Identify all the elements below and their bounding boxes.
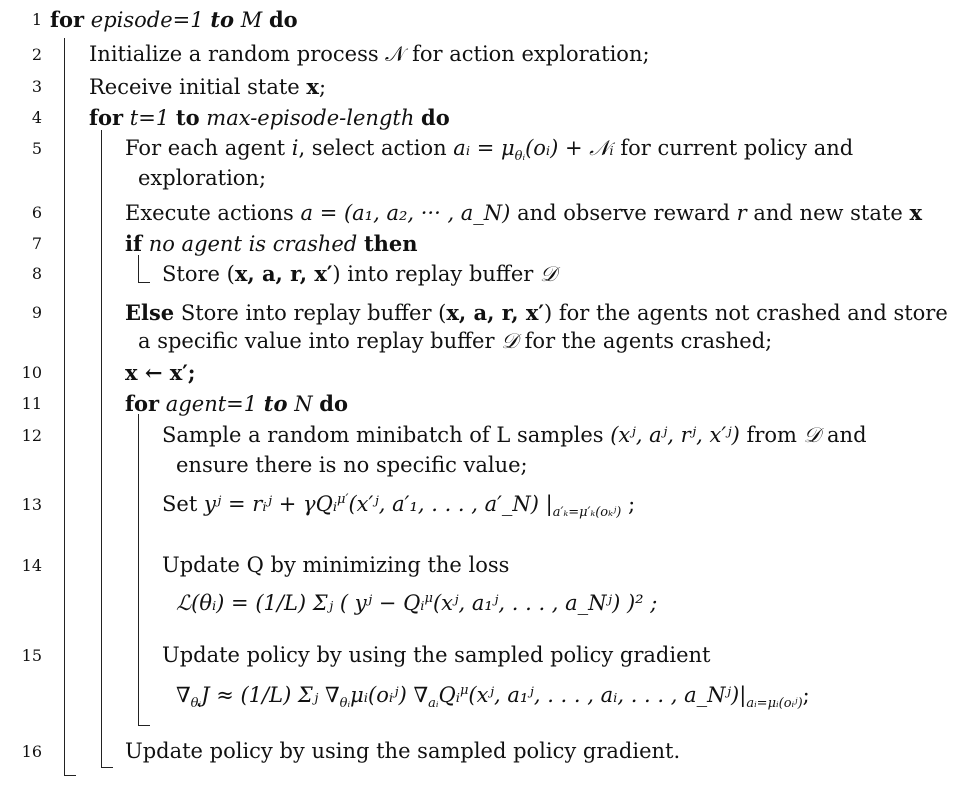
line-number: 8 [31, 264, 42, 283]
line-14: Update Q by minimizing the loss [162, 553, 510, 577]
line-12: Sample a random minibatch of L samples (xʲ, aʲ, rʲ, x′ʲ) from 𝒟 and [162, 423, 867, 447]
keyword-do: do [319, 391, 348, 416]
indent-guide [101, 767, 113, 768]
line-number: 1 [31, 10, 42, 29]
line-12-cont: ensure there is no specific value; [176, 453, 528, 477]
loss-equation: ℒ(θᵢ) = (1/L) Σⱼ ( yʲ − Qᵢ$^\mu$(xʲ, a₁ʲ, . . . , a_Nʲ) )² ; [176, 591, 658, 615]
line-3: Receive initial state x; [89, 74, 327, 99]
line-number: 15 [21, 646, 42, 665]
line-number: 10 [21, 363, 42, 382]
line-5-cont: exploration; [138, 166, 267, 190]
line-13: Set yʲ = rᵢʲ + γQᵢ$^{\mu'}$(x′ʲ, a′₁, . . . , a′_N) $|_{a'_k=\mu'_k(o_kʲ)}$ ; [162, 492, 636, 521]
loop-var: agent=1 [165, 392, 258, 416]
keyword-if: if [125, 231, 143, 256]
loop-var: t=1 [129, 106, 170, 130]
line-4 [89, 107, 450, 129]
line-number: 6 [31, 203, 42, 222]
line-number: 5 [31, 139, 42, 158]
indent-guide [138, 725, 150, 726]
line-5: For each agent i, select action aᵢ = $\mu_{\theta ᵢ}(oᵢ)$ + 𝒩ᵢ for current policy and [125, 136, 854, 165]
line-16: Update policy by using the sampled policy gradient. [125, 739, 681, 763]
keyword-then: then [363, 231, 418, 256]
line-10: x ← x′; [125, 360, 196, 385]
gradient-equation: $\nabla_{\theta ᵢ}J \approx (1/L)$ Σⱼ $\nabla_{\theta ᵢ}\mu ᵢ(oᵢʲ)$ $\nabla_{aᵢ}Qᵢ^\mu(xʲ$, a₁ʲ, . . . , aᵢ, . . . , $a\_Nʲ)|_{aᵢ=\mu ᵢ(oᵢʲ)}$; [176, 683, 810, 712]
keyword-for: for [50, 7, 85, 32]
indent-guide [101, 130, 102, 768]
line-number: 16 [21, 742, 42, 761]
line-number: 11 [21, 394, 42, 413]
line-number: 3 [31, 77, 42, 96]
line-1 [50, 9, 298, 31]
line-15: Update policy by using the sampled policy gradient [162, 643, 711, 667]
indent-guide [138, 282, 150, 283]
line-2: Initialize a random process 𝒩 for action exploration; [89, 42, 650, 66]
line-number: 13 [21, 495, 42, 514]
keyword-do: do [268, 7, 298, 32]
keyword-do: do [421, 105, 450, 130]
keyword-to: to [263, 391, 288, 416]
line-number: 12 [21, 426, 42, 445]
keyword-for: for [89, 105, 124, 130]
loop-end: N [294, 392, 313, 416]
line-9-cont: a specific value into replay buffer 𝒟 for the agents crashed; [138, 329, 773, 353]
loop-var: episode=1 [90, 8, 204, 32]
line-number: 14 [21, 556, 42, 575]
indent-guide [64, 38, 65, 776]
line-11 [125, 393, 348, 415]
keyword-for: for [125, 391, 160, 416]
keyword-to: to [210, 7, 235, 32]
line-number: 7 [31, 234, 42, 253]
loop-end: max-episode-length [206, 106, 415, 130]
condition: no agent is crashed [148, 232, 358, 256]
line-8: Store (x, a, r, x′) into replay buffer 𝒟 [162, 261, 557, 286]
line-6: Execute actions a = (a₁, a₂, ··· , a_N) and observe reward r and new state x [125, 200, 922, 225]
keyword-else: Else [125, 300, 175, 325]
line-number: 9 [31, 303, 42, 322]
keyword-to: to [175, 105, 200, 130]
line-9: Else Store into replay buffer (x, a, r, x′) for the agents not crashed and store [125, 300, 948, 325]
loop-end: M [240, 8, 263, 32]
line-7 [125, 233, 418, 255]
indent-guide [138, 414, 139, 726]
line-number: 2 [31, 45, 42, 64]
state-x: x [306, 74, 319, 99]
indent-guide [138, 255, 139, 283]
line-number: 4 [31, 108, 42, 127]
indent-guide [64, 775, 76, 776]
